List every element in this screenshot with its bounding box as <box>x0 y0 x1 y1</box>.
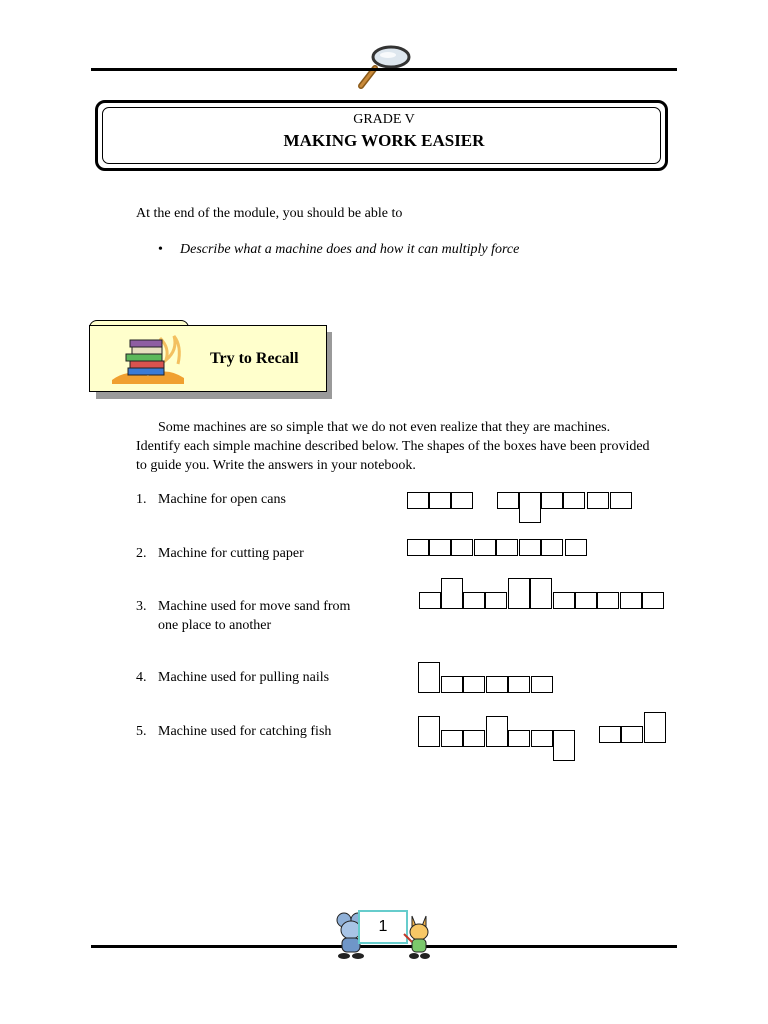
answer-box-q3 <box>620 592 642 609</box>
answer-box-q1 <box>610 492 632 509</box>
answer-box-q2 <box>429 539 451 556</box>
answer-box-q3 <box>419 592 441 609</box>
answer-box-q3 <box>463 592 485 609</box>
answer-box-q5 <box>644 712 666 743</box>
instructions-text <box>136 418 656 475</box>
answer-box-q1 <box>519 492 541 523</box>
answer-box-q2 <box>519 539 541 556</box>
question-text: Machine used for catching fish <box>158 724 332 739</box>
answer-box-q5 <box>531 730 553 747</box>
answer-box-q3 <box>441 578 463 609</box>
answer-box-q3 <box>575 592 597 609</box>
answer-box-q2 <box>474 539 496 556</box>
answer-box-q2 <box>565 539 587 556</box>
page-number: 1 <box>358 910 408 944</box>
answer-box-q4 <box>531 676 553 693</box>
footer-rule <box>91 945 677 948</box>
instructions-body: Some machines are so simple that we do not even realize that they are machines. Identify each simple machine described below. The shapes of the boxes have been provided to guide you. Write the answers in your notebook. <box>136 420 650 473</box>
answer-box-q5 <box>508 730 530 747</box>
answer-box-q5 <box>463 730 485 747</box>
objective-item: Describe what a machine does and how it can multiply force <box>180 242 520 257</box>
header-rule <box>91 68 677 71</box>
bullet-icon: • <box>158 242 163 257</box>
question-text: Machine used for move sand from one place to another <box>158 599 351 633</box>
answer-box-q1 <box>563 492 585 509</box>
objectives-intro: At the end of the module, you should be able to <box>136 206 403 221</box>
answer-box-q2 <box>541 539 563 556</box>
question-number: 2. <box>136 546 147 561</box>
answer-box-q1 <box>541 492 563 509</box>
answer-box-q4 <box>486 676 508 693</box>
question-text: Machine for open cans <box>158 492 286 507</box>
answer-box-q1 <box>451 492 473 509</box>
answer-box-q4 <box>418 662 440 693</box>
answer-box-q3 <box>553 592 575 609</box>
answer-box-q5 <box>553 730 575 761</box>
answer-box-q3 <box>530 578 552 609</box>
question-number: 4. <box>136 670 147 685</box>
answer-box-q2 <box>451 539 473 556</box>
answer-box-q5 <box>486 716 508 747</box>
module-title: MAKING WORK EASIER <box>283 131 485 150</box>
answer-box-q4 <box>463 676 485 693</box>
answer-box-q3 <box>597 592 619 609</box>
answer-box-q2 <box>407 539 429 556</box>
answer-box-q5 <box>441 730 463 747</box>
question-number: 1. <box>136 492 147 507</box>
answer-box-q1 <box>407 492 429 509</box>
question-number: 3. <box>136 599 147 614</box>
grade-label: GRADE V <box>353 112 415 127</box>
answer-box-q4 <box>441 676 463 693</box>
answer-box-q3 <box>485 592 507 609</box>
books-stack-icon <box>108 330 186 384</box>
answer-box-q3 <box>508 578 530 609</box>
question-text: Machine used for pulling nails <box>158 670 330 685</box>
answer-box-q1 <box>587 492 609 509</box>
answer-box-q3 <box>642 592 664 609</box>
answer-box-q4 <box>508 676 530 693</box>
answer-box-q2 <box>496 539 518 556</box>
answer-box-q1 <box>429 492 451 509</box>
answer-box-q1 <box>497 492 519 509</box>
answer-box-q5 <box>599 726 621 743</box>
answer-box-q5 <box>621 726 643 743</box>
question-number: 5. <box>136 724 147 739</box>
section-label: Try to Recall <box>210 350 299 367</box>
question-text: Machine for cutting paper <box>158 546 304 561</box>
answer-box-q5 <box>418 716 440 747</box>
cartoon-cat-icon <box>400 912 438 960</box>
